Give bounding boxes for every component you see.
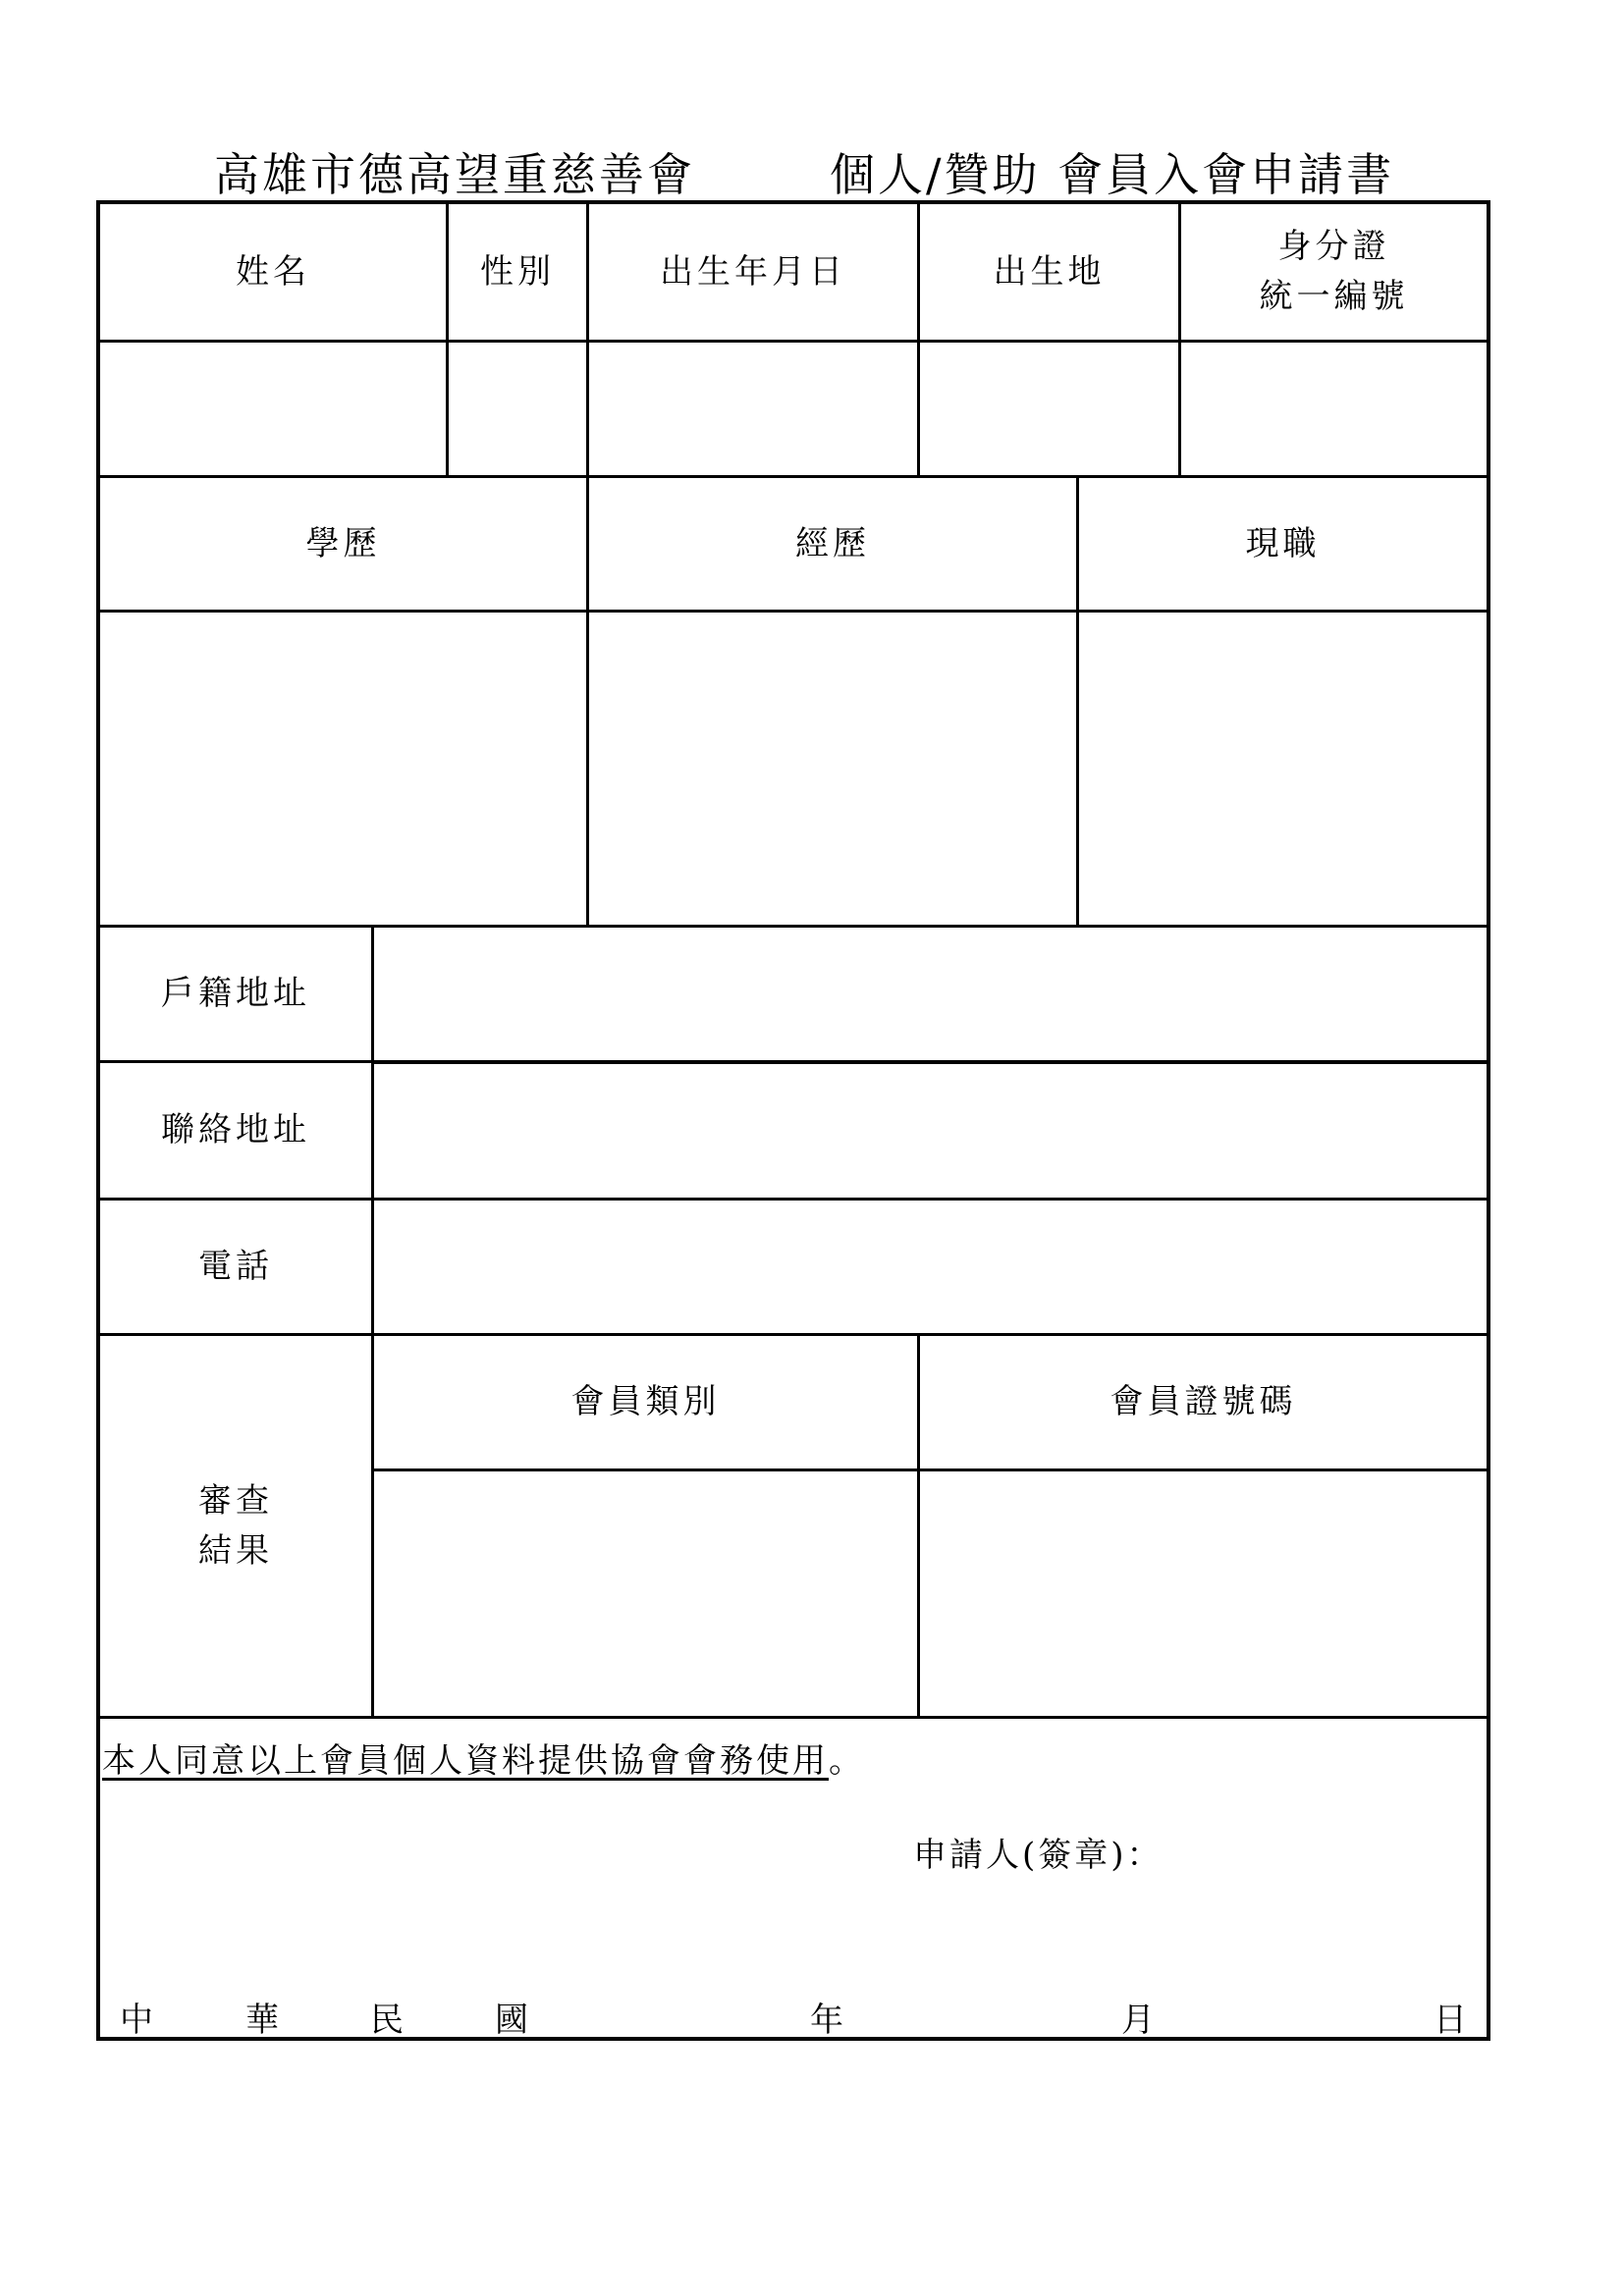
header-member-category: 會員類別 [570,1382,721,1421]
header-birth-place: 出生地 [993,251,1106,292]
contact-address-field[interactable] [374,1063,1487,1198]
experience-field[interactable] [589,613,1076,925]
date-year-label: 年 [810,2001,843,2040]
date-char-hua: 華 [245,2001,279,2040]
form-name: 個人/贊助 會員入會申請書 [830,148,1395,201]
id-number-field[interactable] [1181,343,1487,475]
applicant-signature-field[interactable] [1168,1816,1463,1875]
consent-statement: 本人同意以上會員個人資料提供協會會務使用。 [102,1741,865,1781]
header-birth-date: 出生年月日 [660,251,846,292]
label-review-result: 審查 結果 [198,1480,273,1571]
current-job-field[interactable] [1079,613,1487,925]
name-field[interactable] [100,343,446,475]
label-phone: 電話 [198,1247,273,1286]
header-current-job: 現職 [1245,523,1321,563]
header-id-number: 身分證 統一編號 [1259,227,1409,316]
header-experience: 經歷 [795,523,870,563]
document-title [0,139,1624,201]
organization-name: 高雄市德高望重慈善會 [214,148,695,201]
date-day-label: 日 [1434,2001,1467,2040]
gender-field[interactable] [449,343,586,475]
birth-place-field[interactable] [920,343,1178,475]
applicant-signature-label: 申請人(簽章)： [913,1836,1164,1875]
header-name: 姓名 [236,251,310,292]
header-education: 學歷 [305,523,381,563]
label-contact-address: 聯絡地址 [161,1110,310,1149]
member-card-number-field[interactable] [920,1471,1487,1716]
phone-field[interactable] [374,1201,1487,1333]
education-field[interactable] [100,613,586,925]
date-char-zhong: 中 [120,2001,153,2040]
header-member-card-number: 會員證號碼 [1110,1382,1297,1421]
birth-date-field[interactable] [589,343,917,475]
label-registered-address: 戶籍地址 [161,974,310,1013]
registered-address-field[interactable] [374,928,1487,1060]
header-gender: 性別 [480,251,555,292]
date-char-guo: 國 [495,2001,528,2040]
date-month-label: 月 [1121,2001,1155,2040]
member-category-field[interactable] [374,1471,917,1716]
date-char-min: 民 [370,2001,404,2040]
